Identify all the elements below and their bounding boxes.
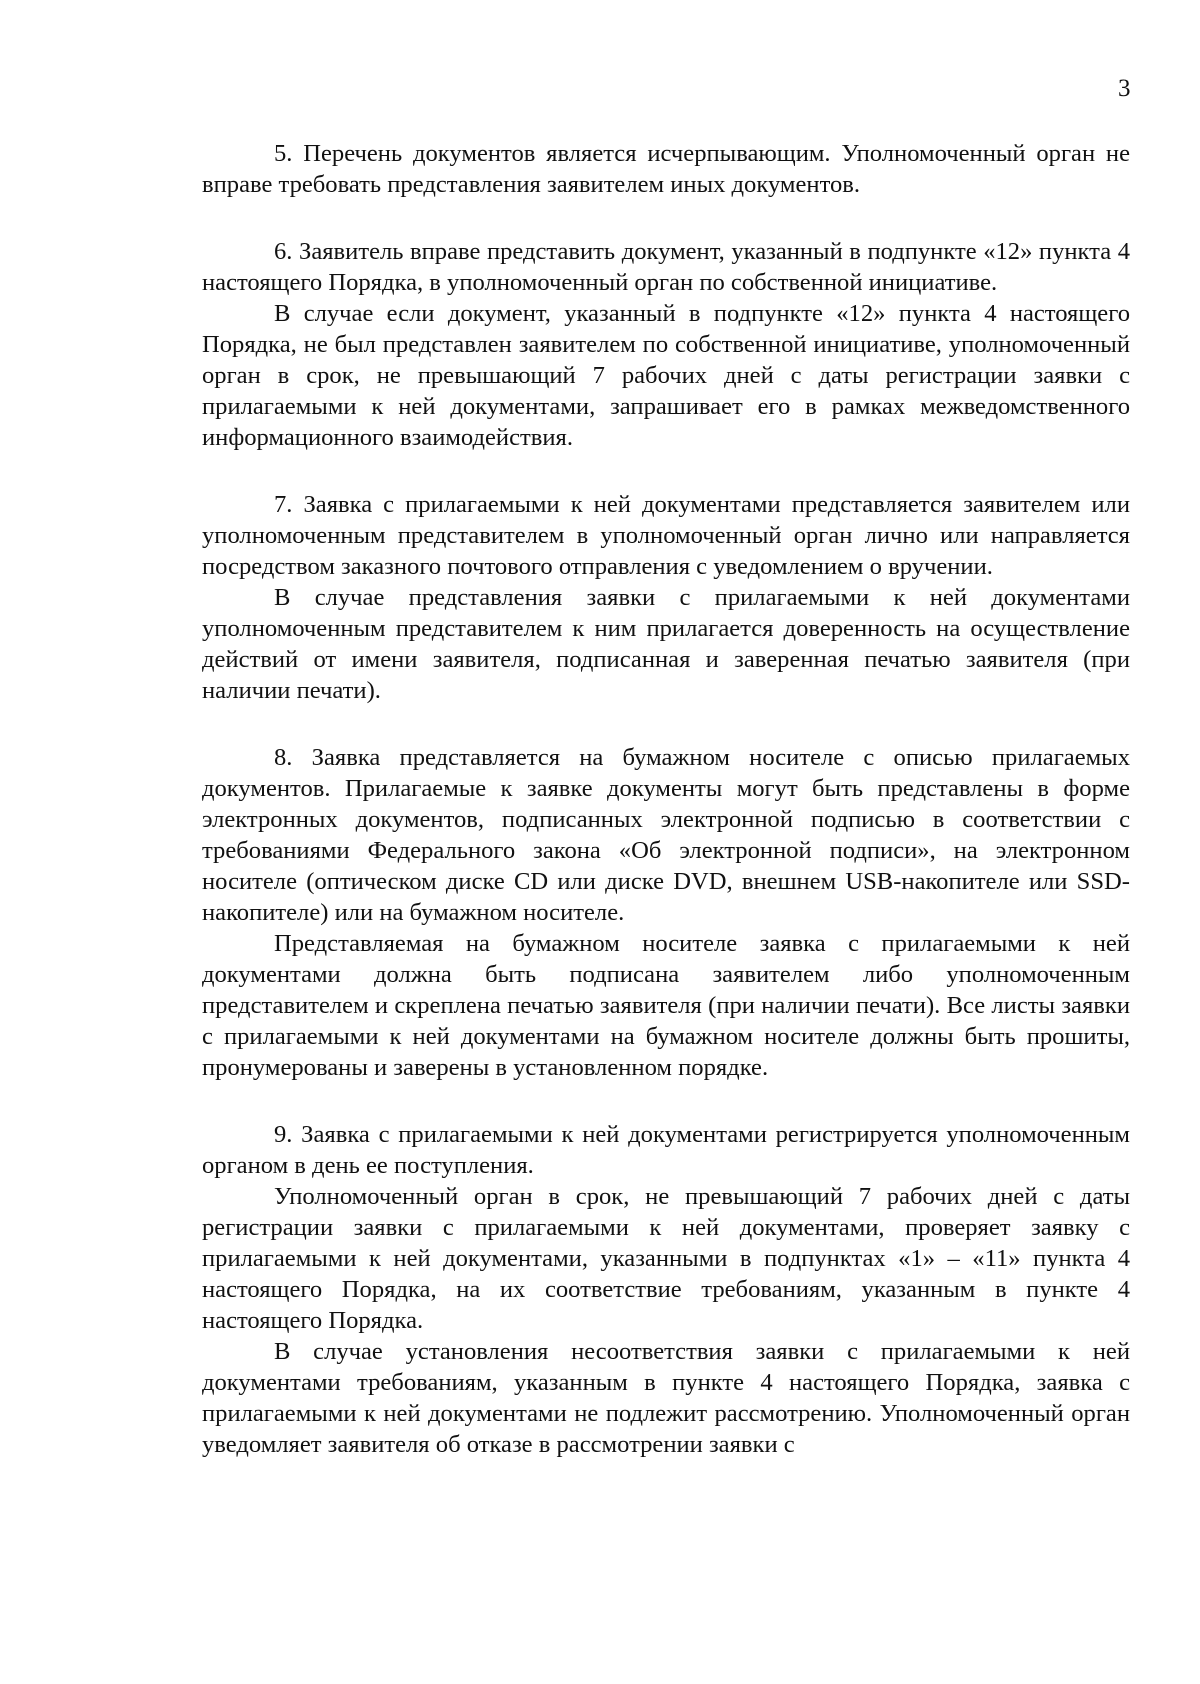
paragraph-8-continuation: Представляемая на бумажном носителе заявка с прилагаемыми к ней документами должна быть подписана заявителем либо уполномоченным представителем и скреплена печатью заявителя (при наличии печати). Все листы заявки с прилагаемыми к ней документами на бумажном носителе должны быть прошиты, пронумерованы и заверены в установленном порядке.	[202, 930, 1130, 1081]
paragraph-7: 7. Заявка с прилагаемыми к ней документами представляется заявителем или уполномоченным представителем в уполномоченный орган лично или направляется посредством заказного почтового отправления с уведомлением о вручении.	[202, 491, 1130, 580]
paragraph-6-continuation: В случае если документ, указанный в подпункте «12» пункта 4 настоящего Порядка, не был представлен заявителем по собственной инициативе, уполномоченный орган в срок, не превышающий 7 рабочих дней с даты регистрации заявки с прилагаемыми к ней документами, запрашивает его в рамках межведомственного информационного взаимодействия.	[202, 300, 1130, 451]
paragraph-9-continuation: Уполномоченный орган в срок, не превышающий 7 рабочих дней с даты регистрации заявки с прилагаемыми к ней документами, проверяет заявку с прилагаемыми к ней документами, указанными в подпунктах «1» – «11» пункта 4 настоящего Порядка, на их соответствие требованиям, указанным в пункте 4 настоящего Порядка.	[202, 1183, 1130, 1334]
paragraph-5: 5. Перечень документов является исчерпывающим. Уполномоченный орган не вправе требовать представления заявителем иных документов.	[202, 140, 1130, 198]
paragraph-9: 9. Заявка с прилагаемыми к ней документами регистрируется уполномоченным органом в день ее поступления.	[202, 1121, 1130, 1179]
paragraph-6: 6. Заявитель вправе представить документ, указанный в подпункте «12» пункта 4 настоящего Порядка, в уполномоченный орган по собственной инициативе.	[202, 238, 1130, 296]
document-body	[202, 138, 1130, 1460]
paragraph-7-continuation: В случае представления заявки с прилагаемыми к ней документами уполномоченным представителем к ним прилагается доверенность на осуществление действий от имени заявителя, подписанная и заверенная печатью заявителя (при наличии печати).	[202, 584, 1130, 704]
paragraph-8: 8. Заявка представляется на бумажном носителе с описью прилагаемых документов. Прилагаемые к заявке документы могут быть представлены в форме электронных документов, подписанных электронной подписью в соответствии с требованиями Федерального закона «Об электронной подписи», на электронном носителе (оптическом диске CD или диске DVD, внешнем USB-накопителе или SSD-накопителе) или на бумажном носителе.	[202, 744, 1130, 926]
page-number: 3	[1118, 75, 1131, 102]
paragraph-9-final: В случае установления несоответствия заявки с прилагаемыми к ней документами требованиям, указанным в пункте 4 настоящего Порядка, заявка с прилагаемыми к ней документами не подлежит рассмотрению. Уполномоченный орган уведомляет заявителя об отказе в рассмотрении заявки с	[202, 1338, 1130, 1458]
